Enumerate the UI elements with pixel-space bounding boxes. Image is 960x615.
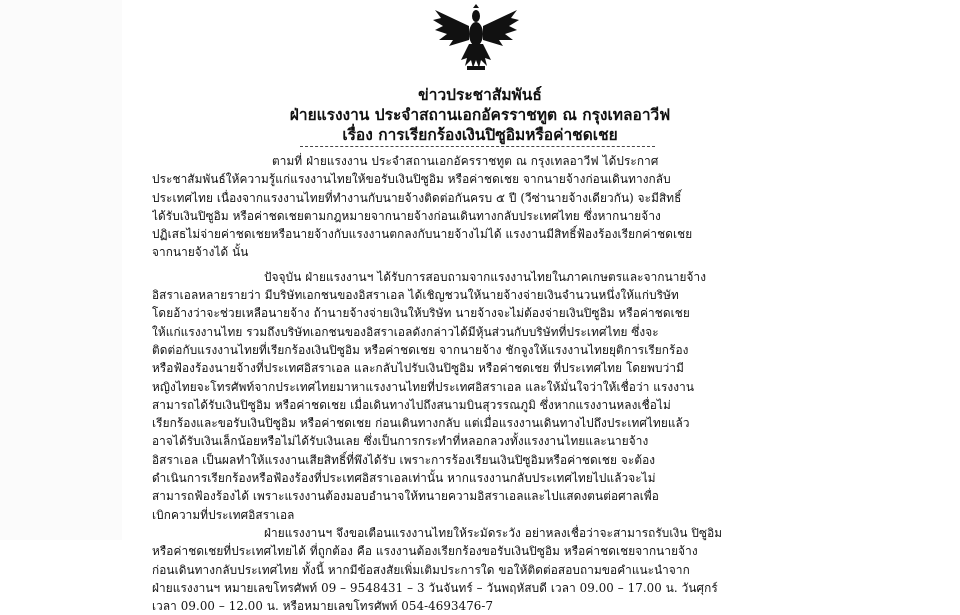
- paragraph-line: สามารถได้รับเงินปิซูอิม หรือค่าชดเชย เมื่อเดินทางไปถึงสนามบินสุวรรณภูมิ ซึ่งหากแรงงานหลงเชื่อไม่: [152, 397, 671, 412]
- paragraph-line: หรือค่าชดเชยที่ประเทศไทยได้ ที่ถูกต้อง คือ แรงงานต้องเรียกร้องขอรับเงินปิซูอิม หรือค่าชดเชยจากนายจ้าง: [152, 544, 698, 559]
- paragraph-line: เรียกร้องและขอรับเงินปิซูอิม หรือค่าชดเชย ก่อนเดินทางกลับ แต่เมื่อแรงงานเดินทางไปถึงประเทศไทยแล้ว: [152, 416, 690, 431]
- paragraph-line: ติดต่อกับแรงงานไทยที่เรียกร้องเงินปิซูอิม หรือค่าชดเชย จากนายจ้าง ชักจูงให้แรงงานไทยยุติการเรียกร้อง: [152, 342, 689, 357]
- office-name: ฝ่ายแรงงาน ประจำสถานเอกอัครราชทูต ณ กรุงเทลอาวีฟ: [289, 105, 671, 124]
- paragraph-line: ตามที่ ฝ่ายแรงงาน ประจำสถานเอกอัครราชทูต ณ กรุงเทลอาวีฟ ได้ประกาศ: [272, 154, 659, 168]
- paragraph-line: ประชาสัมพันธ์ให้ความรู้แก่แรงงานไทยให้ขอรับเงินปิซูอิม หรือค่าชดเชย จากนายจ้างก่อนเดินทางกลับ: [152, 172, 671, 187]
- document-body: [152, 152, 874, 615]
- divider: [300, 146, 655, 147]
- paragraph-line: ก่อนเดินทางกลับประเทศไทย ทั้งนี้ หากมีข้อสงสัยเพิ่มเติมประการใด ขอให้ติดต่อสอบถามขอคำแนะนำจาก: [152, 562, 690, 577]
- page-margin: [0, 0, 122, 540]
- paragraph-line: เบิกความที่ประเทศอิสราเอล: [152, 507, 295, 522]
- garuda-emblem-icon: [431, 4, 521, 72]
- paragraph-line: ให้แก่แรงงานไทย รวมถึงบริษัทเอกชนของอิสราเอลดังกล่าวได้มีหุ้นส่วนกับบริษัทที่ประเทศไทย ซึ่งจะ: [152, 324, 659, 339]
- paragraph-line: หญิงไทยจะโทรศัพท์จากประเทศไทยมาหาแรงงานไทยที่ประเทศอิสราเอล และให้มั่นใจว่าให้เชื่อว่า แรงงาน: [152, 379, 695, 394]
- paragraph-line: ได้รับเงินปิซูอิม หรือค่าชดเชยตามกฎหมายจากนายจ้างก่อนเดินทางกลับประเทศไทย ซึ่งหากนายจ้าง: [152, 208, 661, 223]
- announcement-title: ข่าวประชาสัมพันธ์: [418, 85, 542, 104]
- paragraph-line: ฝ่ายแรงงานฯ จึงขอเตือนแรงงานไทยให้ระมัดระวัง อย่าหลงเชื่อว่าจะสามารถรับเงิน ปิซูอิม: [264, 525, 723, 540]
- paragraph-line: เวลา 09.00 – 12.00 น. หรือหมายเลขโทรศัพท์ 054-4693476-7: [152, 599, 494, 614]
- subject-line: เรื่อง การเรียกร้องเงินปิซูอิมหรือค่าชดเชย: [342, 125, 618, 144]
- paragraph-line: อิสราเอลหลายรายว่า มีบริษัทเอกชนของอิสราเอล ได้เชิญชวนให้นายจ้างจ่ายเงินจำนวนหนึ่งให้แก่บริษัท: [152, 288, 679, 303]
- paragraph-line: ปฏิเสธไม่จ่ายค่าชดเชยหรือนายจ้างกับแรงงานตกลงกับนายจ้างไม่ได้ แรงงานมีสิทธิ์ฟ้องร้องเรียกค่าชดเชย: [152, 227, 693, 242]
- paragraph-line: จากนายจ้างได้ นั้น: [152, 245, 249, 260]
- paragraph-line: ฝ่ายแรงงานฯ หมายเลขโทรศัพท์ 09 – 9548431 – 3 วันจันทร์ – วันพฤหัสบดี เวลา 09.00 – 17.00 น. วันศุกร์: [152, 580, 718, 595]
- paragraph-line: สามารถฟ้องร้องได้ เพราะแรงงานต้องมอบอำนาจให้ทนายความอิสราเอลและไปแสดงตนต่อศาลเพื่อ: [152, 489, 659, 504]
- paragraph-line: อาจได้รับเงินเล็กน้อยหรือไม่ได้รับเงินเลย ซึ่งเป็นการกระทำที่หลอกลวงทั้งแรงงานไทยและนายจ้าง: [152, 434, 649, 449]
- paragraph-line: ปัจจุบัน ฝ่ายแรงงานฯ ได้รับการสอบถามจากแรงงานไทยในภาคเกษตรและจากนายจ้าง: [264, 269, 707, 284]
- paragraph-line: อิสราเอล เป็นผลทำให้แรงงานเสียสิทธิ์ที่พึงได้รับ เพราะการร้องเรียนเงินปิซูอิมหรือค่าชดเชย จะต้อง: [152, 452, 656, 467]
- paragraph-line: โดยอ้างว่าจะช่วยเหลือนายจ้าง ถ้านายจ้างจ่ายเงินให้บริษัท นายจ้างจะไม่ต้องจ่ายเงินปิซูอิม หรือค่าชดเชย: [152, 306, 690, 321]
- paragraph-line: หรือฟ้องร้องนายจ้างที่ประเทศอิสราเอล และกลับไปรับเงินปิซูอิม หรือค่าชดเชย ที่ประเทศไทย โดยพบว่ามี: [152, 361, 684, 376]
- paragraph-line: ประเทศไทย เนื่องจากแรงงานไทยที่ทำงานกับนายจ้างติดต่อกันครบ ๕ ปี (วีซ่านายจ้างเดียวกัน) จะมีสิทธิ์: [152, 190, 682, 205]
- paragraph-line: ดำเนินการเรียกร้องหรือฟ้องร้องที่ประเทศอิสราเอลเท่านั้น หากแรงงานกลับประเทศไทยไปแล้วจะไม่: [152, 471, 656, 486]
